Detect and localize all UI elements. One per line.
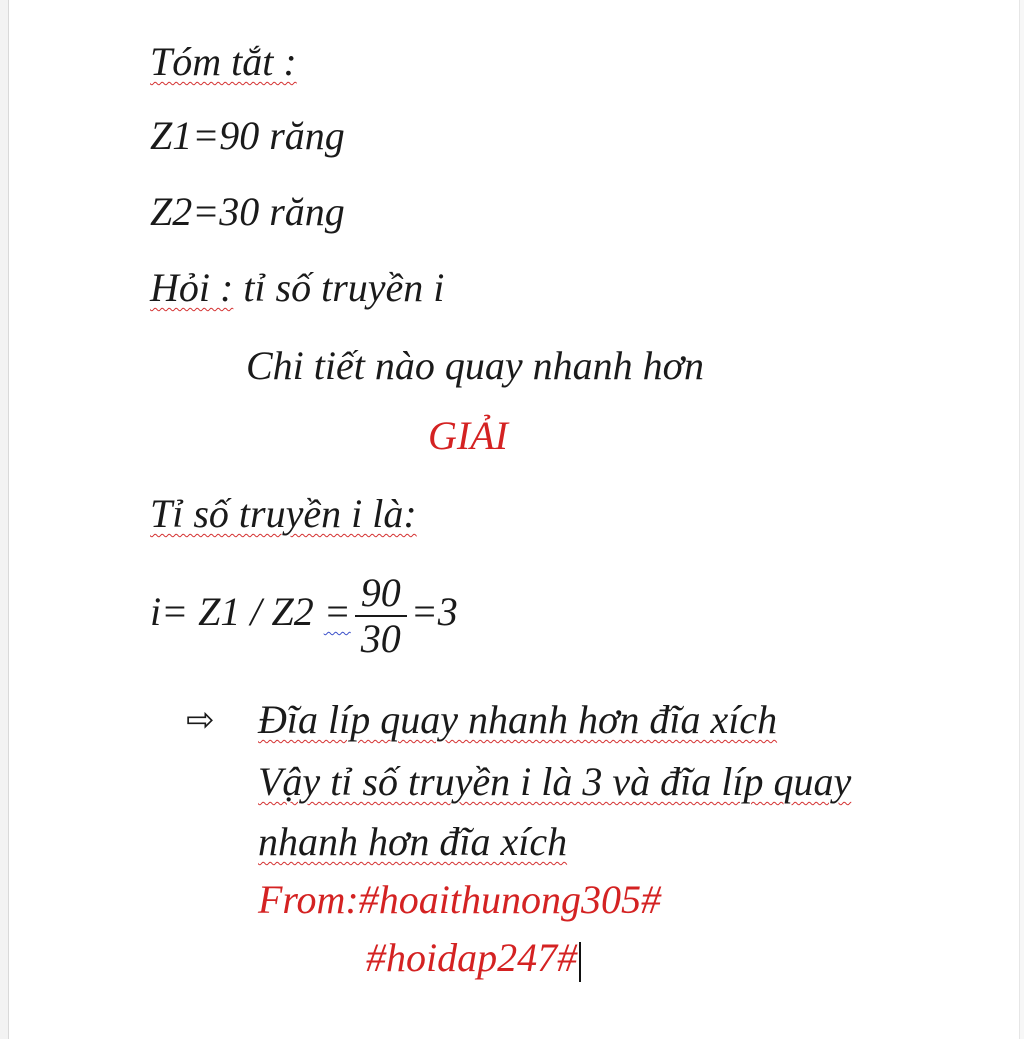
tag-text: #hoidap247# [366, 935, 578, 980]
z2-line: Z2=30 răng [150, 189, 345, 234]
arrow-right-icon: ⇨ [186, 700, 215, 740]
fraction [355, 571, 407, 661]
formula-eq: = [323, 589, 351, 634]
question-line [150, 264, 444, 312]
ratio-label: Tỉ số truyền i là: [150, 491, 417, 536]
question-sub: Chi tiết nào quay nhanh hơn [246, 343, 704, 388]
from-line: From:#hoaithunong305# [258, 877, 661, 922]
page-left-edge [0, 0, 9, 1039]
conclusion-line-3: nhanh hơn đĩa xích [258, 819, 568, 864]
fraction-numerator: 90 [355, 571, 407, 617]
tag-line [366, 934, 581, 982]
conclusion-line-2: Vậy tỉ số truyền i là 3 và đĩa líp quay [258, 759, 852, 804]
formula-right: =3 [410, 589, 458, 634]
conclusion-line-1: Đĩa líp quay nhanh hơn đĩa xích [258, 697, 778, 742]
summary-heading: Tóm tắt : [150, 39, 297, 84]
formula-left: i= Z1 / Z2 [150, 589, 324, 634]
z1-line: Z1=90 răng [150, 113, 345, 158]
page-right-edge [1019, 0, 1024, 1039]
fraction-denominator: 30 [360, 615, 401, 661]
question-text: tỉ số truyền i [243, 265, 445, 310]
formula [150, 566, 458, 661]
solution-heading: GIẢI [428, 413, 508, 458]
text-cursor [579, 942, 581, 982]
question-label: Hỏi : [150, 265, 234, 310]
